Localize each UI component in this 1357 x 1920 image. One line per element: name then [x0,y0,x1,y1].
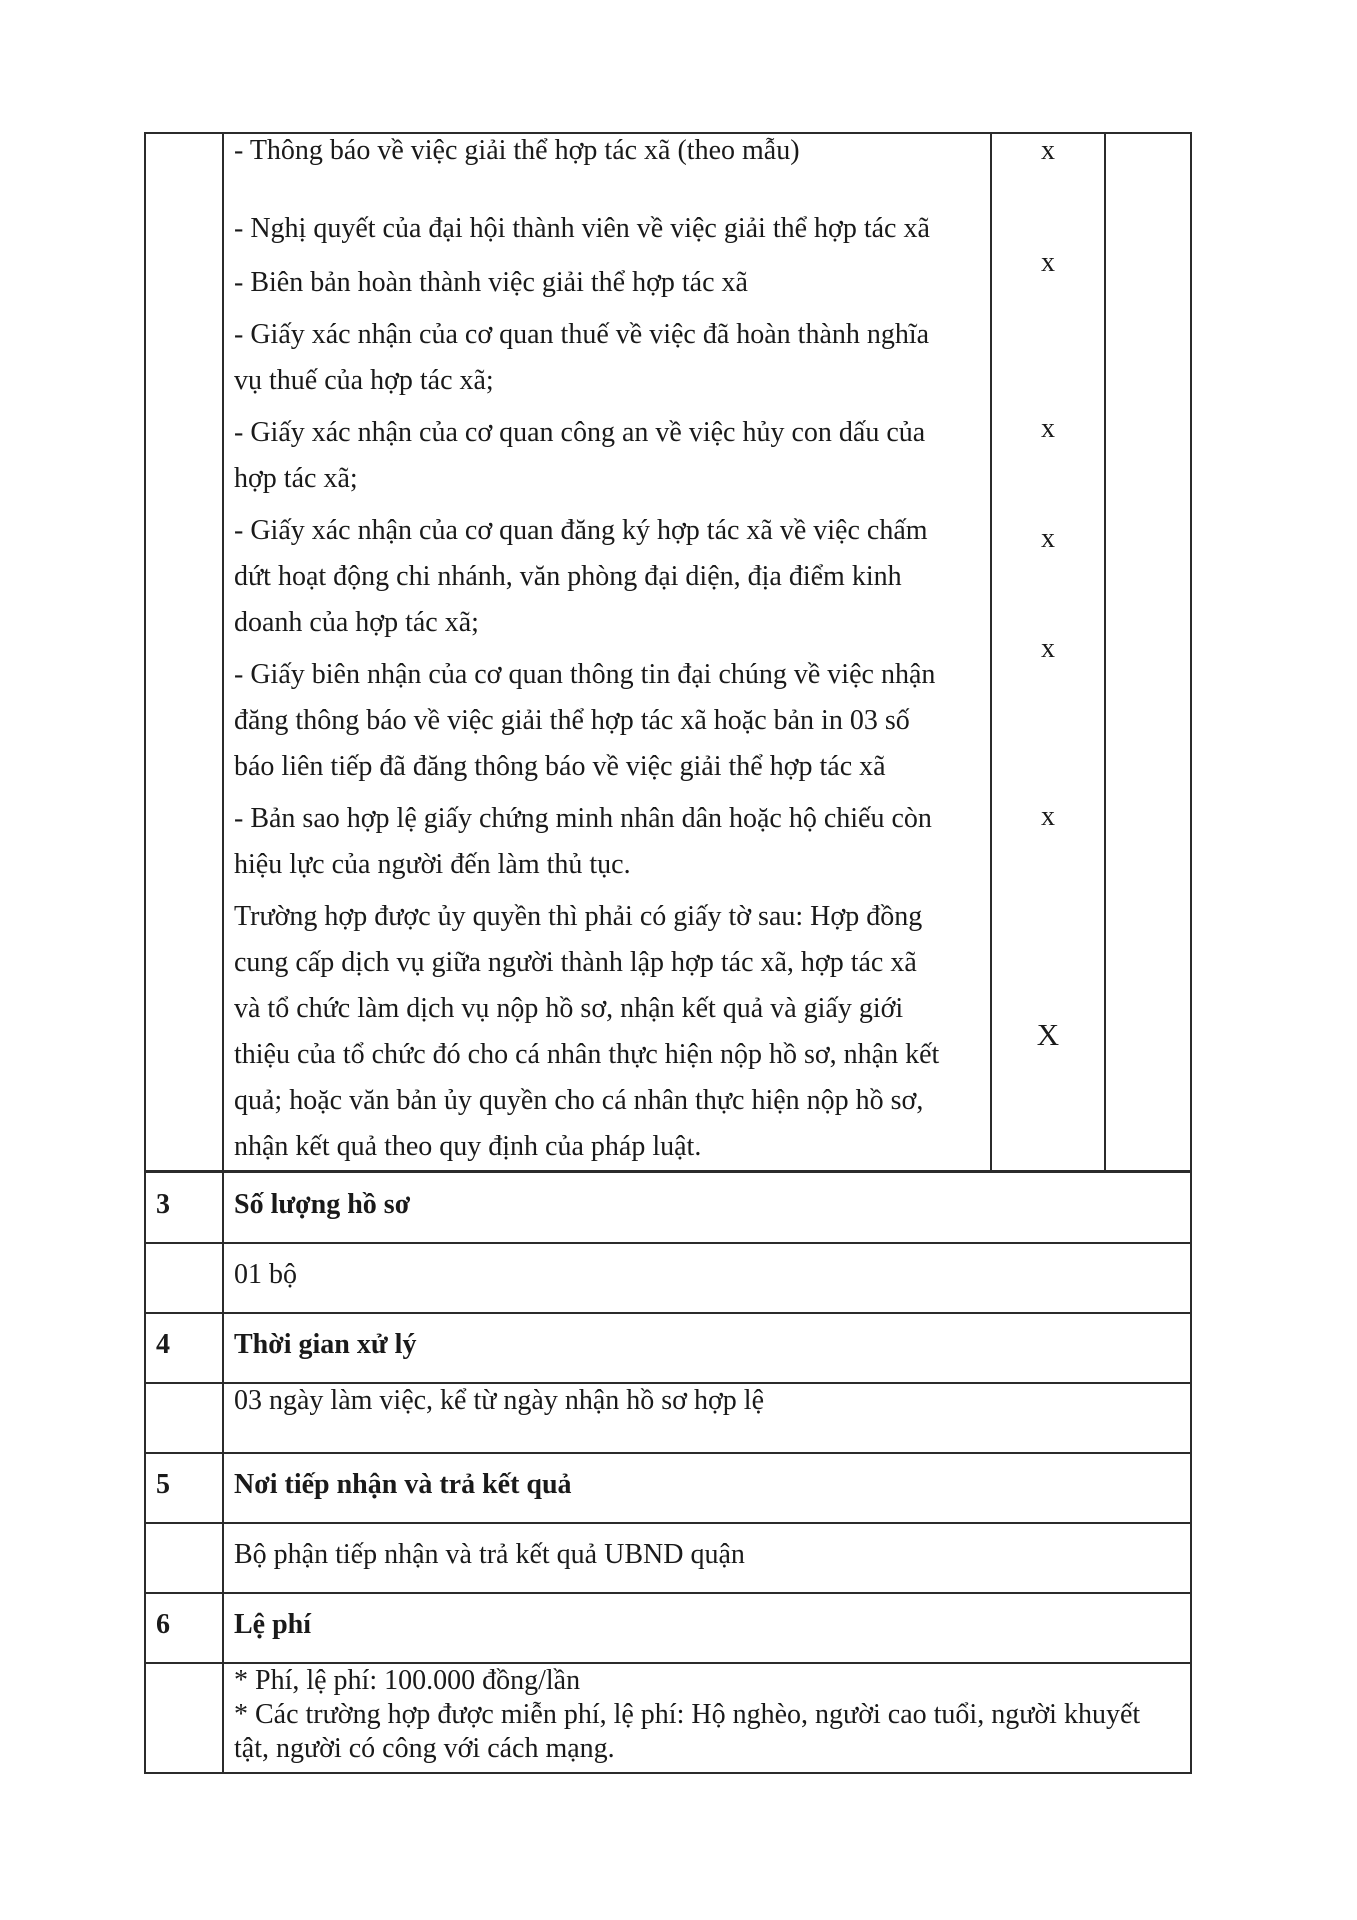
row-line [144,1452,1192,1454]
requirement-item-continued: nhận kết quả theo quy định của pháp luật. [234,1131,702,1162]
table-border-bottom [144,1772,1192,1774]
requirement-item-continued: dứt hoạt động chi nhánh, văn phòng đại diện, địa điểm kinh [234,561,902,592]
section-content: Bộ phận tiếp nhận và trả kết quả UBND quận [234,1539,745,1570]
section-content: tật, người có công với cách mạng. [234,1733,615,1764]
section-title: Số lượng hồ sơ [234,1189,411,1220]
requirement-mark: x [1041,633,1055,664]
requirement-mark: x [1041,523,1055,554]
row-line [144,1170,1192,1173]
table-border-right [1190,132,1192,1774]
requirement-item-continued: và tổ chức làm dịch vụ nộp hồ sơ, nhận kết quả và giấy giới [234,993,904,1024]
section-number: 3 [156,1189,170,1220]
requirement-item-continued: doanh của hợp tác xã; [234,607,479,638]
section-content: * Phí, lệ phí: 100.000 đồng/lần [234,1665,581,1696]
row-line [144,1592,1192,1594]
requirement-item: - Nghị quyết của đại hội thành viên về việc giải thể hợp tác xã [234,213,930,244]
requirement-item: - Thông báo về việc giải thể hợp tác xã (theo mẫu) [234,135,800,166]
section-title: Thời gian xử lý [234,1329,417,1360]
requirement-item: - Giấy biên nhận của cơ quan thông tin đại chúng về việc nhận [234,659,936,690]
requirement-item-continued: hiệu lực của người đến làm thủ tục. [234,849,631,880]
requirement-item-continued: quả; hoặc văn bản ủy quyền cho cá nhân thực hiện nộp hồ sơ, [234,1085,924,1116]
requirement-item: - Giấy xác nhận của cơ quan công an về việc hủy con dấu của [234,417,926,448]
requirement-item: - Giấy xác nhận của cơ quan đăng ký hợp tác xã về việc chấm [234,515,928,546]
row-line [144,1312,1192,1314]
requirement-item-continued: thiệu của tổ chức đó cho cá nhân thực hiện nộp hồ sơ, nhận kết [234,1039,940,1070]
requirement-mark: x [1041,135,1055,166]
requirement-item-continued: vụ thuế của hợp tác xã; [234,365,494,396]
requirement-item-continued: báo liên tiếp đã đăng thông báo về việc giải thể hợp tác xã [234,751,886,782]
section-title: Lệ phí [234,1609,312,1640]
row-line [144,1242,1192,1244]
requirement-mark: x [1041,801,1055,832]
section-content: 03 ngày làm việc, kể từ ngày nhận hồ sơ hợp lệ [234,1385,765,1416]
requirement-mark: x [1041,247,1055,278]
requirement-item-continued: hợp tác xã; [234,463,358,494]
requirement-item-continued: cung cấp dịch vụ giữa người thành lập hợp tác xã, hợp tác xã [234,947,917,978]
section-content: * Các trường hợp được miễn phí, lệ phí: Hộ nghèo, người cao tuổi, người khuyết [234,1699,1141,1730]
section-number: 5 [156,1469,170,1500]
requirement-item: Trường hợp được ủy quyền thì phải có giấy tờ sau: Hợp đồng [234,901,923,932]
section-number: 4 [156,1329,170,1360]
row-line [144,1662,1192,1664]
row-line [144,1522,1192,1524]
section-number: 6 [156,1609,170,1640]
table-border-left [144,132,146,1774]
section-title: Nơi tiếp nhận và trả kết quả [234,1469,572,1500]
requirement-mark: X [1036,1017,1060,1052]
column-divider-number [222,132,224,1774]
requirement-mark: x [1041,413,1055,444]
requirement-item-continued: đăng thông báo về việc giải thể hợp tác xã hoặc bản in 03 số [234,705,910,736]
requirement-item: - Giấy xác nhận của cơ quan thuế về việc đã hoàn thành nghĩa [234,319,930,350]
section-content: 01 bộ [234,1259,297,1290]
requirement-item: - Bản sao hợp lệ giấy chứng minh nhân dân hoặc hộ chiếu còn [234,803,932,834]
requirement-item: - Biên bản hoàn thành việc giải thể hợp tác xã [234,267,748,298]
